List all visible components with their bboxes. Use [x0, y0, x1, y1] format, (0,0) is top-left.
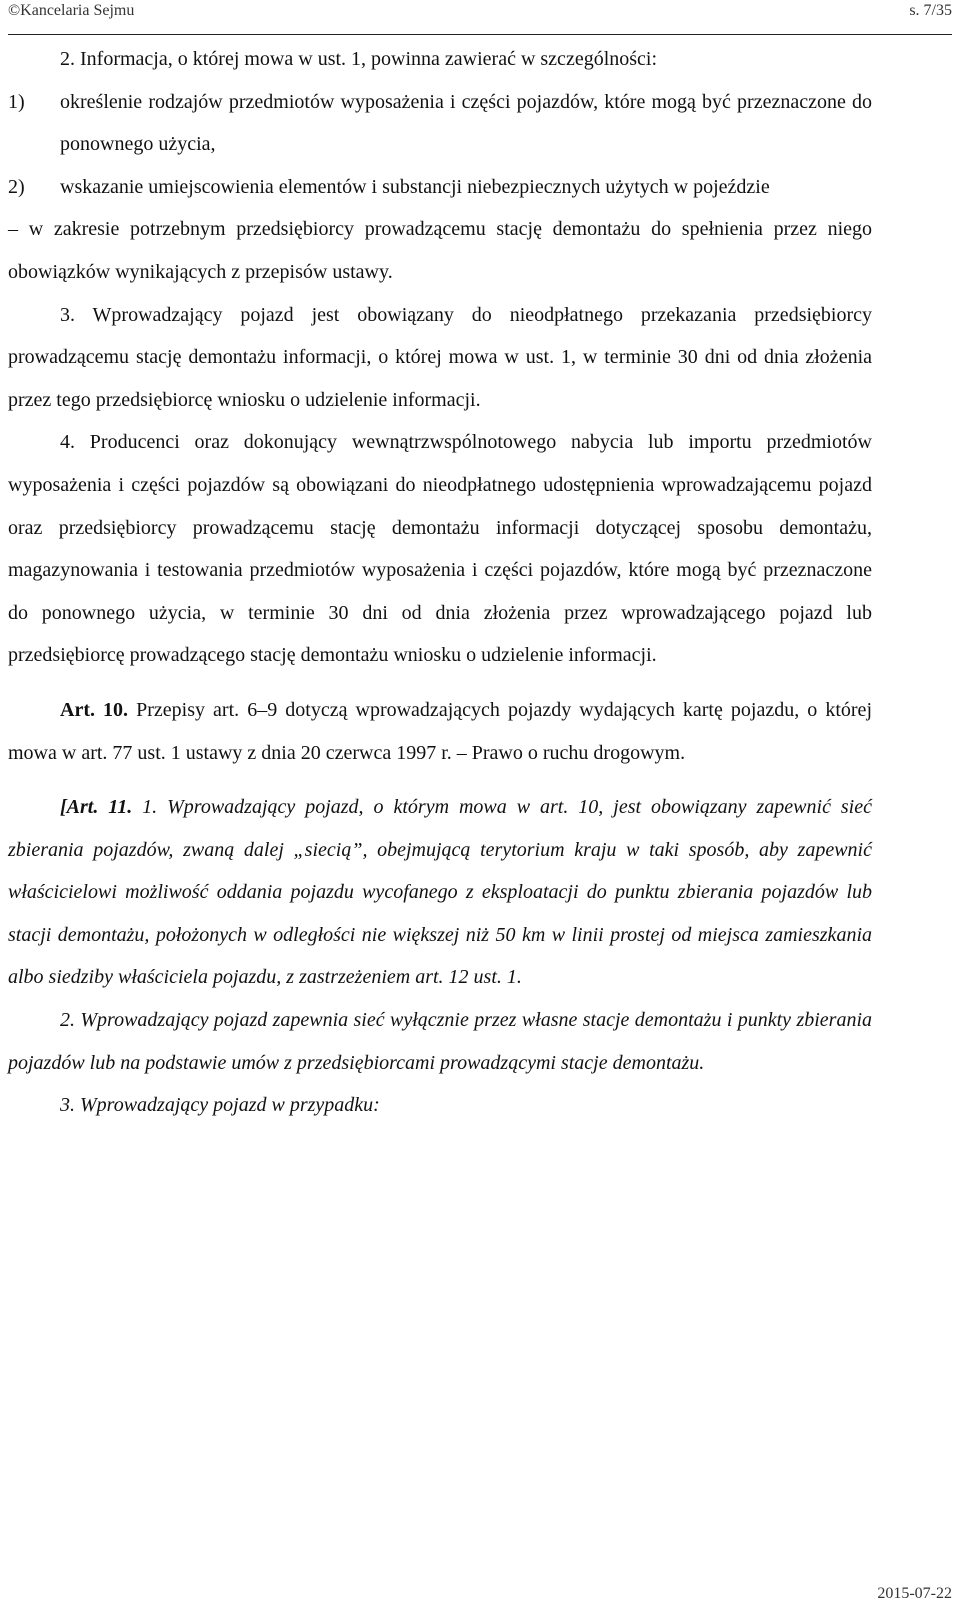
article-10: [8, 689, 872, 774]
header-page-number: s. 7/35: [909, 2, 952, 19]
article-11-point-3: 3. Wprowadzający pojazd w przypadku:: [60, 1094, 380, 1117]
page-footer-date: 2015-07-22: [877, 1585, 952, 1602]
list-item-1: [8, 81, 872, 166]
article-11-text: 1. Wprowadzający pojazd, o którym mowa w art. 10, jest obowiązany zapewnić sieć zbierania pojazdów, zwaną dalej „siecią”, obejmującą terytorium kraju w taki sposób, aby zapewnić właścicielowi możliwość oddania pojazdu wycofanego z eksploatacji do punktu zbierania pojazdów lub stacji demontażu, położonych w odległości nie większej niż 50 km w linii prostej od miejsca zamieszkania albo siedziby właściciela pojazdu, z zastrzeżeniem art. 12 ust. 1.: [8, 796, 872, 989]
header-publisher: ©Kancelaria Sejmu: [8, 2, 135, 19]
article-10-text: Przepisy art. 6–9 dotyczą wprowadzających pojazdy wydających kartę pojazdu, o której mowa w art. 77 ust. 1 ustawy z dnia 20 czerwca 1997 r. – Prawo o ruchu drogowym.: [8, 698, 872, 764]
article-11-point-2: 2. Wprowadzający pojazd zapewnia sieć wyłącznie przez własne stacje demontażu i punkty zbierania pojazdów lub na podstawie umów z przedsiębiorcami prowadzącymi stacje demontażu.: [8, 1009, 872, 1074]
dash-clause: – w zakresie potrzebnym przedsiębiorcy prowadzącemu stację demontażu do spełnienia przez niego obowiązków wynikających z przepisów ustawy.: [8, 218, 872, 283]
paragraph-2: 2. Informacja, o której mowa w ust. 1, powinna zawierać w szczególności:: [60, 48, 658, 70]
list-item-2-number: 2): [8, 175, 25, 198]
article-10-label: Art. 10.: [60, 698, 129, 721]
list-item-2: [8, 166, 872, 209]
list-item-1-number: 1): [8, 90, 25, 113]
article-11-label: [Art. 11.: [60, 796, 133, 819]
article-11: [8, 786, 872, 999]
list-item-1-text: określenie rodzajów przedmiotów wyposażenia i części pojazdów, które mogą być przeznaczone do ponownego użycia,: [60, 90, 872, 156]
document-body: [8, 38, 872, 1127]
page-header: [8, 0, 952, 35]
list-item-2-text: wskazanie umiejscowienia elementów i substancji niebezpiecznych użytych w pojeździe: [60, 175, 770, 198]
paragraph-3: 3. Wprowadzający pojazd jest obowiązany do nieodpłatnego przekazania przedsiębiorcy prowadzącemu stację demontażu informacji, o której mowa w ust. 1, w terminie 30 dni od dnia złożenia przez tego przedsiębiorcę wniosku o udzielenie informacji.: [8, 303, 872, 411]
paragraph-4: 4. Producenci oraz dokonujący wewnątrzwspólnotowego nabycia lub importu przedmiotów wyposażenia i części pojazdów są obowiązani do nieodpłatnego udostępnienia wprowadzającemu pojazd oraz przedsiębiorcy prowadzącemu stację demontażu informacji dotyczącej sposobu demontażu, magazynowania i testowania przedmiotów wyposażenia i części pojazdów, które mogą być przeznaczone do ponownego użycia, w terminie 30 dni od dnia złożenia przez wprowadzającego pojazd lub przedsiębiorcę prowadzącego stację demontażu wniosku o udzielenie informacji.: [8, 431, 872, 667]
